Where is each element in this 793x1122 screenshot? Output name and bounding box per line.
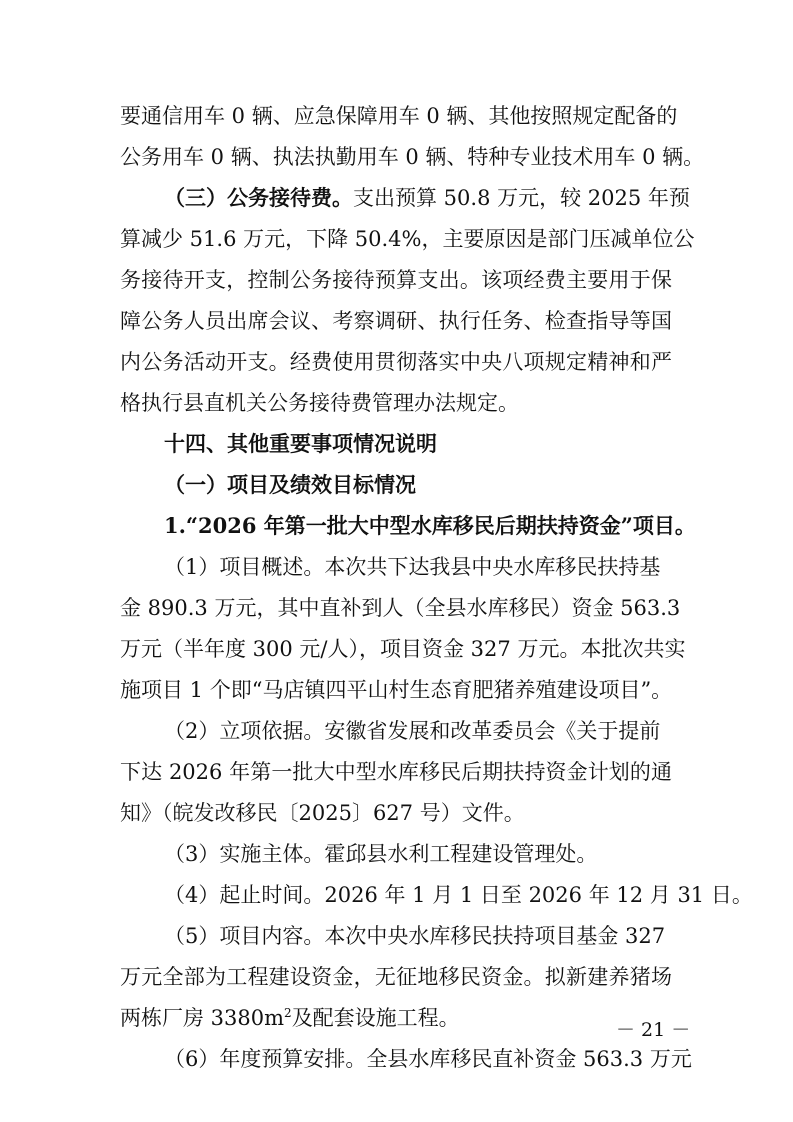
paragraph-line: 公务用车 0 辆、执法执勤用车 0 辆、特种专业技术用车 0 辆。	[120, 145, 705, 169]
paragraph-text: 及配套设施工程。	[291, 1006, 460, 1030]
paragraph-line: 金 890.3 万元，其中直补到人（全县水库移民）资金 563.3	[120, 596, 681, 620]
paragraph-line: （3）实施主体。霍邱县水利工程建设管理处。	[164, 842, 598, 866]
section-heading-reception: （三）公务接待费。	[164, 185, 353, 210]
paragraph-line: 格执行县直机关公务接待费管理办法规定。	[120, 391, 519, 415]
paragraph-line: 内公务活动开支。经费使用贯彻落实中央八项规定精神和严	[120, 350, 672, 374]
paragraph-text: 支出预算 50.8 万元，较 2025 年预	[353, 186, 690, 210]
paragraph-line: （1）项目概述。本次共下达我县中央水库移民扶持基	[164, 555, 661, 579]
paragraph-line: 要通信用车 0 辆、应急保障用车 0 辆、其他按照规定配备的	[120, 104, 678, 128]
paragraph-line: （2）立项依据。安徽省发展和改革委员会《关于提前	[164, 719, 661, 743]
superscript: 2	[284, 1006, 292, 1020]
paragraph-line: 务接待开支，控制公务接待预算支出。该项经费主要用于保	[120, 268, 672, 292]
paragraph-line: 万元（半年度 300 元/人），项目资金 327 万元。本批次共实	[120, 637, 686, 661]
paragraph-line: 施项目 1 个即“马店镇四平山村生态育肥猪养殖建设项目”。	[120, 678, 673, 702]
paragraph-line: 下达 2026 年第一批大中型水库移民后期扶持资金计划的通	[120, 760, 672, 784]
paragraph-line	[164, 178, 690, 218]
page-number: － 21 －	[616, 1019, 691, 1041]
paragraph-line: （4）起止时间。2026 年 1 月 1 日至 2026 年 12 月 31 日。	[164, 883, 753, 907]
paragraph-text: 两栋厂房 3380m	[120, 1006, 285, 1030]
paragraph-line: 障公务人员出席会议、考察调研、执行任务、检查指导等国	[120, 309, 672, 333]
paragraph-line: （5）项目内容。本次中央水库移民扶持项目基金 327	[164, 924, 666, 948]
paragraph-line: 知》（皖发改移民〔2025〕627 号）文件。	[120, 801, 525, 825]
paragraph-line: （6）年度预算安排。全县水库移民直补资金 563.3 万元	[164, 1047, 692, 1071]
section-heading-14: 十四、其他重要事项情况说明	[164, 431, 437, 456]
project-heading: 1.“2026 年第一批大中型水库移民后期扶持资金”项目。	[164, 513, 696, 538]
paragraph-line	[120, 998, 672, 1038]
paragraph-line: 万元全部为工程建设资金，无征地移民资金。拟新建养猪场	[120, 965, 672, 989]
subsection-heading: （一）项目及绩效目标情况	[164, 472, 416, 497]
paragraph-line: 算减少 51.6 万元，下降 50.4%，主要原因是部门压减单位公	[120, 227, 695, 251]
